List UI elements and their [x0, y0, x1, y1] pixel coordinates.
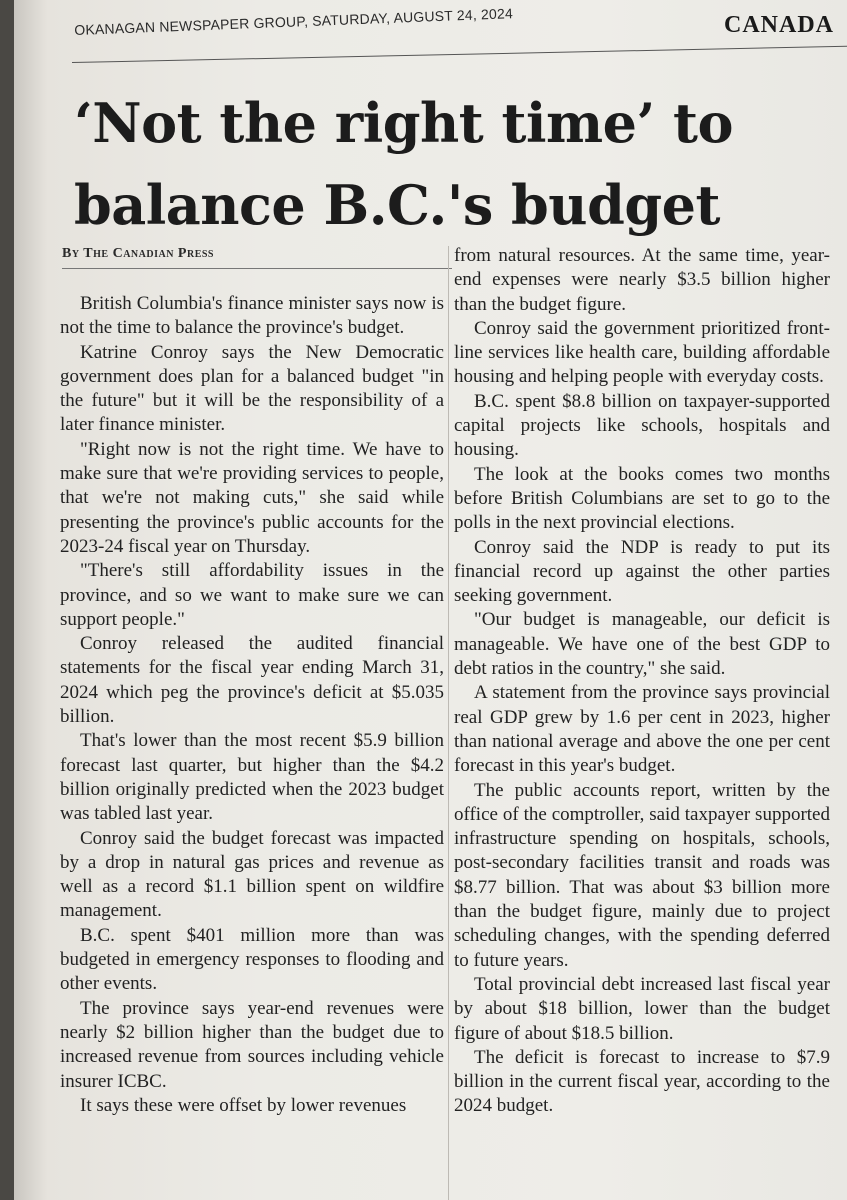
paragraph: Conroy said the NDP is ready to put its financial record up against the other parties seeking government.	[454, 536, 830, 607]
section-name: CANADA	[724, 12, 834, 38]
paragraph: Conroy said the government prioritized front-line services like health care, building affordable housing and helping people with everyday costs.	[454, 317, 830, 388]
header-rule	[72, 45, 847, 63]
column-divider	[448, 246, 449, 1200]
headline-line-1: ‘Not the right time’ to	[74, 91, 734, 155]
byline: By The Canadian Press	[62, 246, 214, 261]
paragraph-continuation: from natural resources. At the same time, year-end expenses were nearly $3.5 billion higher than the budget figure.	[454, 245, 830, 315]
paragraph: Conroy said the budget forecast was impacted by a drop in natural gas prices and revenue as well as a record $1.1 billion spent on wildfire management.	[60, 827, 444, 922]
paragraph: "Right now is not the right time. We have to make sure that we're providing services to people, that we're not making cuts," she said while presenting the province's public accounts for the 2023-24 fiscal year on Thursday.	[60, 438, 444, 557]
paragraph: The province says year-end revenues were nearly $2 billion higher than the budget due to increased revenue from sources including vehicle insurer ICBC.	[60, 997, 444, 1092]
left-column	[60, 292, 444, 1118]
paragraph: A statement from the province says provincial real GDP grew by 1.6 per cent in 2023, higher than national average and above the one per cent forecast in this year's budget.	[454, 682, 830, 777]
paragraph: Katrine Conroy says the New Democratic government does plan for a balanced budget "in the future" but it will be the responsibility of a later finance minister.	[60, 341, 444, 436]
paragraph: The public accounts report, written by the office of the comptroller, said taxpayer supported infrastructure spending on hospitals, schools, post-secondary facilities transit and roads was $8.77 billion. That was about $3 billion more than the budget figure, mainly due to project scheduling changes, with the spending deferred to future years.	[454, 779, 830, 971]
paragraph: "Our budget is manageable, our deficit is manageable. We have one of the best GDP to debt ratios in the country," she said.	[454, 609, 830, 680]
paragraph: Total provincial debt increased last fiscal year by about $18 billion, lower than the budget figure of about $18.5 billion.	[454, 973, 830, 1044]
headline-line-2: balance B.C.'s budget	[74, 173, 720, 237]
paragraph: The look at the books comes two months before British Columbians are set to go to the polls in the next provincial elections.	[454, 463, 830, 534]
paragraph: "There's still affordability issues in the province, and so we want to make sure we can support people."	[60, 560, 444, 630]
paragraph: British Columbia's finance minister says now is not the time to balance the province's budget.	[60, 293, 444, 339]
paragraph: It says these were offset by lower revenues	[80, 1094, 407, 1116]
paragraph: B.C. spent $401 million more than was budgeted in emergency responses to flooding and other events.	[60, 924, 444, 995]
paragraph: Conroy released the audited financial statements for the fiscal year ending March 31, 2024 which peg the province's deficit at $5.035 billion.	[60, 633, 444, 728]
headline	[74, 82, 847, 246]
paragraph: That's lower than the most recent $5.9 billion forecast last quarter, but higher than the $4.2 billion originally predicted when the 2023 budget was tabled last year.	[60, 730, 444, 825]
paragraph: B.C. spent $8.8 billion on taxpayer-supported capital projects like schools, hospitals and housing.	[454, 390, 830, 461]
byline-rule	[62, 268, 452, 269]
newspaper-page	[14, 0, 847, 1200]
right-column	[454, 244, 830, 1119]
dateline: OKANAGAN NEWSPAPER GROUP, SATURDAY, AUGUST 24, 2024	[74, 5, 514, 38]
paragraph: The deficit is forecast to increase to $7.9 billion in the current fiscal year, according to the 2024 budget.	[454, 1046, 830, 1117]
